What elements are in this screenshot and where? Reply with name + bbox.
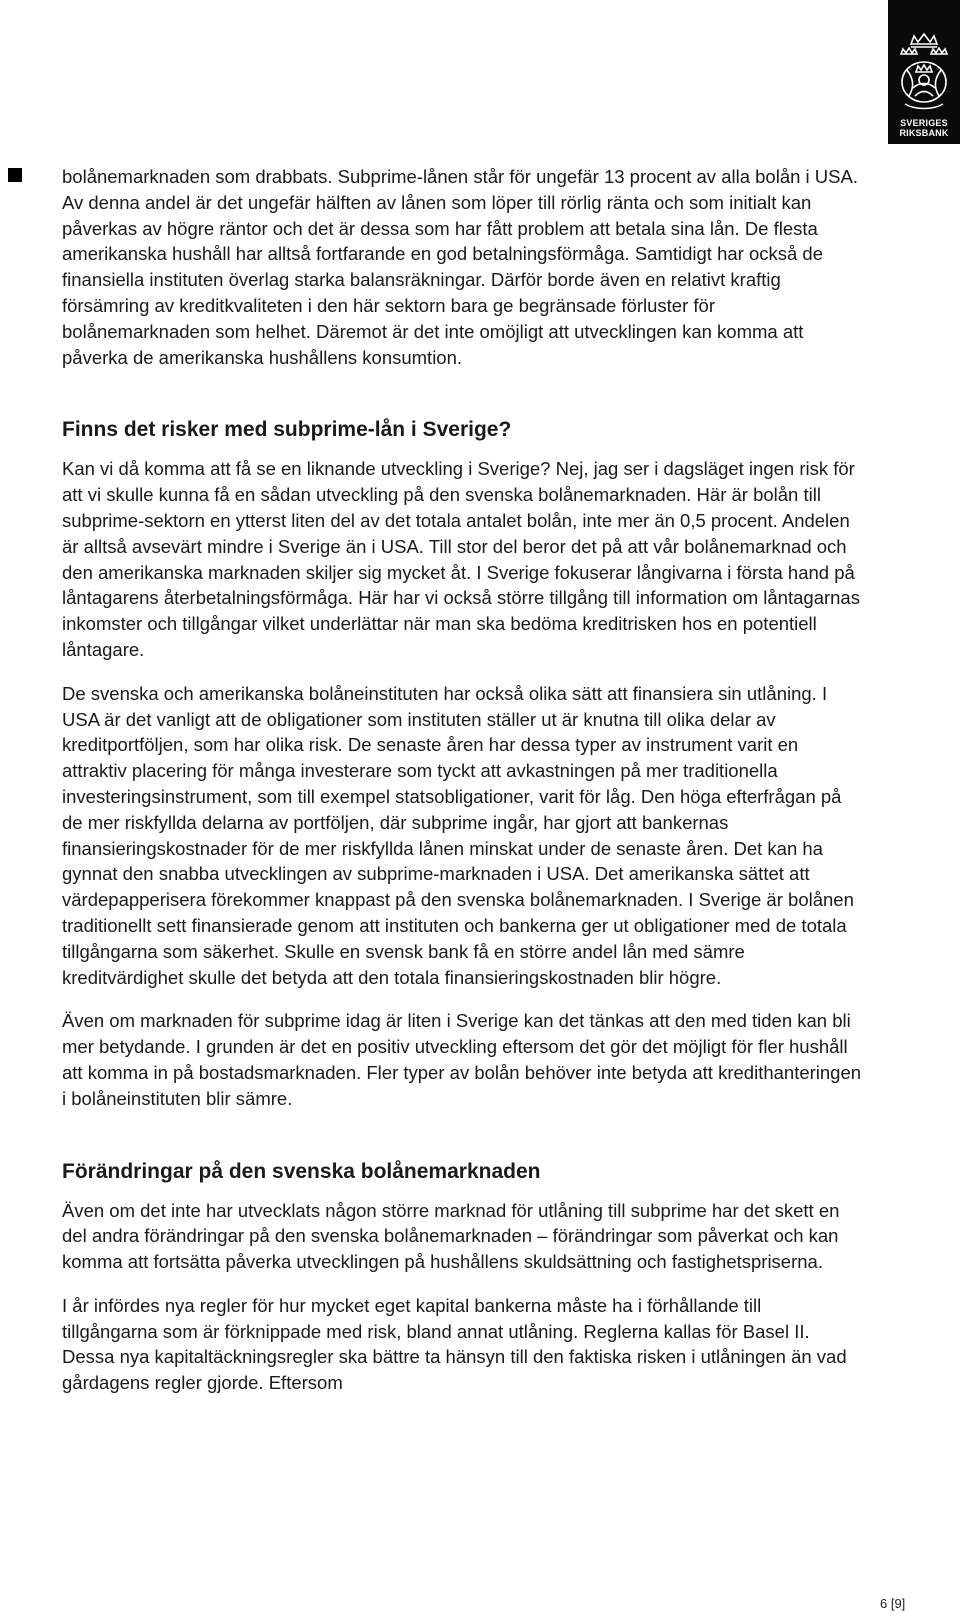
section-marker (8, 168, 22, 182)
paragraph: Även om det inte har utvecklats någon större marknad för utlåning till subprime har det skett en del andra förändringar på den svenska bolånemarknaden – förändringar som påverkat och kan komma att fortsätta påverka utvecklingen på hushållens skuldsättning och fastighetspriserna. (62, 1199, 840, 1273)
logo-text-riksbank: RIKSBANK (899, 128, 949, 138)
section-heading: Finns det risker med subprime-lån i Sverige? (62, 418, 512, 442)
document-body (62, 164, 862, 1396)
crown-emblem-icon (895, 30, 953, 114)
paragraph: bolånemarknaden som drabbats. Subprime-lånen står för ungefär 13 procent av alla bolån i USA. Av denna andel är det ungefär hälften av lånen som löper till rörlig ränta och som initialt kan påverkas av högre räntor och det är dessa som har fått problem att betala sina lån. De flesta amerikanska hushåll har alltså fortfarande en god betalningsförmåga. Samtidigt har också de finansiella instituten överlag starka balansräkningar. Därför borde även en relativt kraftig försämring av kreditkvaliteten i den här sektorn bara ge begränsade förluster för bolånemarknaden som helhet. Däremot är det inte omöjligt att utvecklingen kan komma att påverka de amerikanska hushållens konsumtion. (62, 166, 858, 368)
paragraph: Även om marknaden för subprime idag är liten i Sverige kan det tänkas att den med tiden kan bli mer betydande. I grunden är det en positiv utveckling eftersom det gör det möjligt för fler hushåll att komma in på bostadsmarknaden. Fler typer av bolån behöver inte betyda att kredithanteringen i bolåneinstituten blir sämre. (62, 1010, 862, 1109)
section-heading: Förändringar på den svenska bolånemarknaden (62, 1159, 541, 1183)
paragraph: De svenska och amerikanska bolåneinstituten har också olika sätt att finansiera sin utlåning. I USA är det vanligt att de obligationer som instituten ställer ut är knutna till olika delar av kreditportföljen, som har olika risk. De senaste åren har dessa typer av instrument varit en attraktiv placering för många investerare som tyckt att avkastningen på mer traditionella investeringsinstrument, som till exempel statsobligationer, varit för låg. Den höga efterfrågan på de mer riskfyllda delarna av portföljen, där subprime ingår, har gjort att bankernas finansieringskostnader för de mer riskfyllda lånen minskat under de senaste åren. Det kan ha gynnat den snabba utvecklingen av subprime-marknaden i USA. Det amerikanska sättet att värdepapperisera förekommer knappast på den svenska bolånemarknaden. I Sverige är bolånen traditionellt sett finansierade genom att instituten och bankerna ger ut obligationer med de totala tillgångarna som säkerhet. Skulle en svensk bank få en större andel lån med sämre kreditvärdighet skulle det betyda att den totala finansieringskostnaden blir högre. (62, 682, 854, 988)
paragraph: Kan vi då komma att få se en liknande utveckling i Sverige? Nej, jag ser i dagsläget ingen risk för att vi skulle kunna få en sådan utveckling på den svenska bolånemarknaden. Här är bolån till subprime-sektorn en ytterst liten del av det totala antalet bolån, inte mer än 0,5 procent. Andelen är alltså avsevärt mindre i Sverige än i USA. Till stor del beror det på att vår bolånemarknad och den amerikanska marknaden skiljer sig mycket åt. I Sverige fokuserar långivarna i första hand på låntagarens återbetalningsförmåga. Här har vi också större tillgång till information om låntagarnas inkomster och tillgångar vilket underlättar när man ska bedöma kreditrisken hos en potentiell låntagare. (62, 458, 860, 660)
page-number: 6 [9] (880, 1596, 906, 1611)
riksbank-logo (888, 0, 960, 144)
logo-text-sveriges: SVERIGES (900, 118, 948, 128)
paragraph: I år infördes nya regler för hur mycket eget kapital bankerna måste ha i förhållande till tillgångarna som är förknippade med risk, bland annat utlåning. Reglerna kallas för Basel II. Dessa nya kapitaltäckningsregler ska bättre ta hänsyn till den faktiska risken i utlåningen än vad gårdagens regler gjorde. Eftersom (62, 1294, 847, 1394)
